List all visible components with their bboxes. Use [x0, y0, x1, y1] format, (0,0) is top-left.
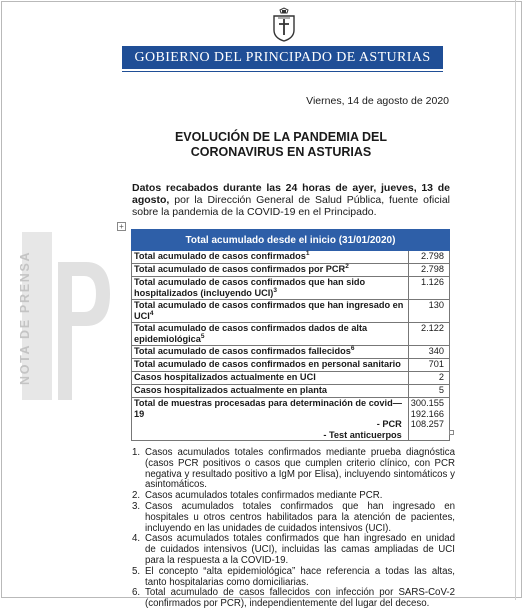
row-footnote-ref: 3: [273, 286, 277, 294]
row-label: Total acumulado de casos confirmados que han sido hospitalizados (incluyendo UCI): [134, 277, 366, 298]
intro-bold: Datos recabados durante las 24 horas de ayer, jueves, 13 de agosto,: [132, 182, 450, 206]
row-footnote-ref: 6: [350, 344, 355, 352]
footnote-text: Casos acumulados totales confirmados que han ingresado en unidad de cuidados intensivos (UCI), incluidas las camas ampliadas de UCI para la respuesta a la COVID-19.: [145, 533, 455, 566]
footnote-text: Casos acumulados totales confirmados mediante prueba diagnóstica (casos PCR positivos o casos que cumplen criterio clínico, con PCR negativa y resultado positivo a IgM por Elisa), incluyendo sintomáticos y asintomáticos.: [145, 447, 455, 491]
footnote-number: 5.: [132, 565, 141, 577]
table-header: Total acumulado desde el inicio (31/01/2020): [132, 230, 450, 251]
muestras-value: 300.155: [410, 398, 444, 408]
table-move-handle-icon[interactable]: +: [117, 222, 126, 231]
table-row: [132, 385, 450, 398]
row-value: 1.126: [408, 277, 449, 300]
footnote-text: Casos acumulados totales confirmados mediante PCR.: [145, 490, 383, 502]
muestras-label: Total de muestras procesadas para determinación de covid—19: [134, 398, 402, 419]
coat-of-arms-icon: [271, 8, 297, 42]
table-row-muestras: [132, 398, 450, 441]
footnote-text: Total acumulado de casos fallecidos con infección por SARS-CoV-2 (confirmados por PCR), independientemente del lugar del deceso.: [145, 587, 455, 610]
table-row: [132, 264, 450, 277]
row-label: Total acumulado de casos confirmados dados de alta epidemiológica: [134, 323, 368, 344]
row-footnote-ref: 1: [305, 249, 310, 257]
row-label: Total acumulado de casos confirmados en personal sanitario: [134, 359, 401, 369]
row-footnote-ref: 5: [200, 332, 205, 340]
table-row: [132, 372, 450, 385]
footnote-item: [132, 448, 455, 491]
title-line-1: EVOLUCIÓN DE LA PANDEMIA DEL: [174, 130, 388, 144]
row-label: Total acumulado de casos confirmados que han ingresado en UCI: [134, 300, 404, 321]
footnotes-list: [132, 448, 455, 610]
row-label: Casos hospitalizados actualmente en planta: [134, 385, 327, 395]
row-value: 2: [408, 372, 449, 385]
footnote-number: 4.: [132, 533, 141, 545]
intro-paragraph: [132, 182, 450, 218]
title-line-2: CORONAVIRUS EN ASTURIAS: [190, 145, 372, 159]
publication-date: Viernes, 14 de agosto de 2020: [306, 95, 449, 107]
table-row: [132, 359, 450, 372]
row-value: 130: [408, 300, 449, 323]
footnote-item: [132, 567, 455, 589]
banner-underline: [122, 71, 443, 72]
footnote-number: 6.: [132, 587, 141, 599]
table-resize-handle-icon[interactable]: [449, 430, 454, 435]
pcr-label: - PCR: [376, 419, 402, 429]
row-label: Casos hospitalizados actualmente en UCI: [134, 372, 316, 382]
press-note-label: NOTA DE PRENSA: [18, 250, 32, 385]
footnote-number: 3.: [132, 500, 141, 512]
footnote-item: [132, 588, 455, 610]
antibody-test-label: - Test anticuerpos: [323, 429, 402, 440]
table-row: [132, 300, 450, 323]
row-value: 701: [408, 359, 449, 372]
stats-table: [131, 229, 450, 441]
government-banner: GOBIERNO DEL PRINCIPADO DE ASTURIAS: [122, 46, 443, 69]
footnote-number: 2.: [132, 490, 141, 502]
row-value: 2.798: [408, 264, 449, 277]
footnote-number: 1.: [132, 447, 141, 458]
page-edge-line: [515, 0, 516, 600]
row-label: Total acumulado de casos confirmados fallecidos: [134, 346, 351, 356]
footnote-item: [132, 534, 455, 566]
table-row: [132, 323, 450, 346]
footnote-text: Casos acumulados totales confirmados que han ingresado en hospitales u otros centros habilitados para la atención de pacientes, incluyendo en las unidades de cuidados intensivos (UCI).: [145, 500, 455, 534]
row-label: Total acumulado de casos confirmados: [134, 251, 306, 261]
intro-rest: por la Dirección General de Salud Pública, fuente oficial sobre la pandemia de la COVID-19 en el Principado.: [132, 194, 450, 218]
footnote-item: [132, 502, 455, 534]
page-title: [132, 130, 430, 160]
table-row: [132, 346, 450, 359]
row-label: Total acumulado de casos confirmados por PCR: [134, 264, 346, 274]
pcr-value: 192.166: [410, 408, 444, 419]
row-footnote-ref: 4: [149, 309, 154, 317]
row-value: 2.122: [408, 323, 449, 346]
footnote-text: El concepto “alta epidemiológica” hace referencia a todas las altas, tanto hospitalarias como domiciliarias.: [145, 565, 455, 588]
row-value: 340: [408, 346, 449, 359]
row-footnote-ref: 2: [345, 262, 349, 270]
row-value: 2.798: [408, 251, 449, 264]
antibody-test-value: 108.257: [410, 419, 444, 429]
table-row: [132, 251, 450, 264]
row-value: 5: [408, 385, 449, 398]
table-row: [132, 277, 450, 300]
